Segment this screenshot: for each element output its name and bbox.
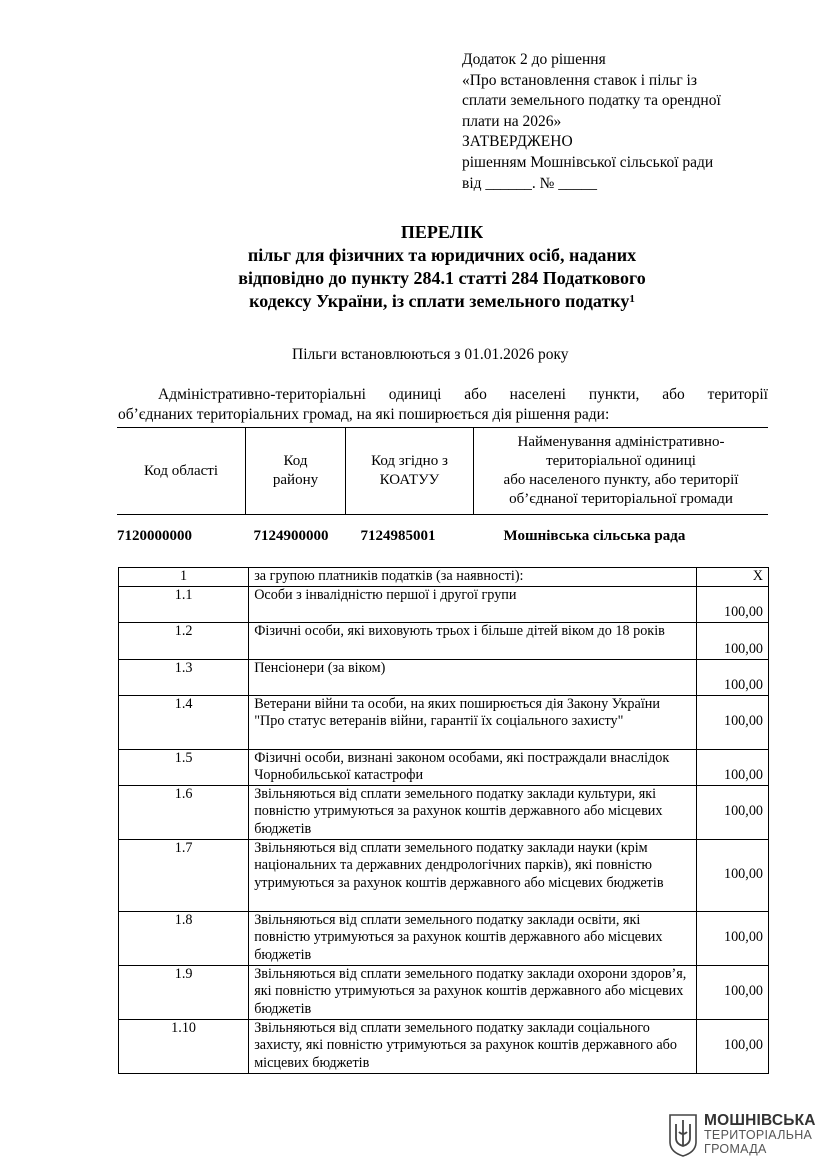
- title-line: відповідно до пункту 284.1 статті 284 Податкового: [238, 268, 646, 288]
- document-title: [0, 221, 826, 313]
- benefit-description: Пенсіонери (за віком): [249, 659, 697, 695]
- table-row: [119, 622, 769, 659]
- benefit-number: 1.8: [119, 911, 249, 965]
- approval-line: рішенням Мошнівської сільської ради: [462, 153, 714, 171]
- benefit-number: 1.2: [119, 622, 249, 659]
- header-text: територіальної одиниці: [546, 453, 696, 469]
- benefit-description: за групою платників податків (за наявності):: [249, 568, 697, 587]
- benefit-description: Звільняються від сплати земельного податку заклади освіти, які повністю утримуються за рахунок коштів державного або місцевих бюджетів: [249, 911, 697, 965]
- benefit-number: 1.3: [119, 659, 249, 695]
- codes-table: [117, 427, 768, 547]
- table-row: [119, 568, 769, 587]
- valid-from-text: Пільги встановлюються з 01.01.2026 року: [292, 346, 569, 363]
- logo-line: ТЕРИТОРІАЛЬНА: [704, 1128, 813, 1142]
- intro-line: Адміністративно-територіальні одиниці або населені пункти, або території: [158, 386, 768, 403]
- table-row: [119, 695, 769, 749]
- header-unit-name: [474, 428, 769, 515]
- benefit-rate: 100,00: [696, 911, 768, 965]
- benefit-number: 1: [119, 568, 249, 587]
- benefit-rate: 100,00: [696, 586, 768, 622]
- benefit-rate: Х: [696, 568, 768, 587]
- benefit-number: 1.10: [119, 1019, 249, 1073]
- table-row: [119, 911, 769, 965]
- logo-text: [704, 1114, 816, 1156]
- benefit-description: Звільняються від сплати земельного податку заклади соціального захисту, які повністю утримуються за рахунок коштів державного або місцевих бюджетів: [249, 1019, 697, 1073]
- benefit-rate: 100,00: [696, 1019, 768, 1073]
- title-line-last: [0, 290, 826, 313]
- approval-line: сплати земельного податку та орендної: [462, 92, 721, 110]
- approval-line: від ______. № _____: [462, 174, 598, 192]
- header-text: Код згідно з: [371, 453, 448, 469]
- logo-line: ГРОМАДА: [704, 1142, 767, 1156]
- table-row: [119, 586, 769, 622]
- benefit-description: Звільняються від сплати земельного податку заклади охорони здоров’я, які повністю утримуються за рахунок коштів державного або місцевих бюджетів: [249, 965, 697, 1019]
- benefit-rate: 100,00: [696, 695, 768, 749]
- benefit-description: Фізичні особи, визнані законом особами, які постраждали внаслідок Чорнобильської катастрофи: [249, 749, 697, 785]
- benefit-rate: 100,00: [696, 965, 768, 1019]
- header-koatuu: [346, 428, 474, 515]
- benefit-rate: 100,00: [696, 659, 768, 695]
- header-text: КОАТУУ: [379, 472, 440, 488]
- header-region-code: Код області: [117, 428, 246, 515]
- header-text: району: [272, 472, 319, 488]
- intro-paragraph: [118, 385, 768, 425]
- approval-line: Додаток 2 до рішення: [462, 51, 606, 68]
- benefit-rate: 100,00: [696, 622, 768, 659]
- intro-line: об’єднаних територіальних громад, на які поширюється дія рішення ради:: [118, 406, 610, 423]
- district-code-value: 7124900000: [253, 527, 329, 544]
- table-row: [119, 1019, 769, 1073]
- approval-line: ЗАТВЕРДЖЕНО: [462, 133, 573, 151]
- title-line: пільг для фізичних та юридичних осіб, наданих: [247, 245, 637, 265]
- table-row: [119, 965, 769, 1019]
- codes-header-row: [117, 428, 768, 515]
- logo-line: МОШНІВСЬКА: [704, 1112, 816, 1129]
- table-row: [119, 749, 769, 785]
- benefits-table: [118, 567, 769, 1074]
- benefit-rate: 100,00: [696, 839, 768, 911]
- header-text: Код: [283, 453, 308, 469]
- title-line: кодексу України, із сплати земельного податку: [249, 291, 630, 311]
- codes-data-row: [117, 515, 768, 548]
- benefit-number: 1.5: [119, 749, 249, 785]
- benefit-number: 1.4: [119, 695, 249, 749]
- approval-line: «Про встановлення ставок і пільг із: [462, 71, 697, 89]
- title-heading: ПЕРЕЛІК: [400, 222, 484, 242]
- header-text: або населеного пункту, або території: [503, 472, 739, 488]
- community-logo: [668, 1112, 816, 1158]
- benefit-description: Звільняються від сплати земельного податку заклади культури, які повністю утримуються за рахунок коштів державного або місцевих бюджетів: [249, 785, 697, 839]
- benefit-description: Звільняються від сплати земельного податку заклади науки (крім національних та державних дендрологічних парків), які повністю утримуються за рахунок коштів державного або місцевих бюджетів: [249, 839, 697, 911]
- approval-block: [462, 50, 762, 194]
- benefit-description: Ветерани війни та особи, на яких поширюється дія Закону України "Про статус ветеранів війни, гарантії їх соціального захисту": [249, 695, 697, 749]
- benefit-description: Фізичні особи, які виховують трьох і більше дітей віком до 18 років: [249, 622, 697, 659]
- region-code-value: 7120000000: [117, 527, 192, 544]
- header-district-code: [246, 428, 346, 515]
- benefit-number: 1.6: [119, 785, 249, 839]
- benefit-number: 1.1: [119, 586, 249, 622]
- koatuu-value: 7124985001: [360, 527, 436, 544]
- header-text: Найменування адміністративно-: [517, 434, 725, 450]
- benefit-number: 1.9: [119, 965, 249, 1019]
- benefit-rate: 100,00: [696, 785, 768, 839]
- unit-name-value: Мошнівська сільська рада: [503, 527, 686, 544]
- table-row: [119, 785, 769, 839]
- benefit-rate: 100,00: [696, 749, 768, 785]
- table-row: [119, 839, 769, 911]
- table-row: [119, 659, 769, 695]
- benefit-number: 1.7: [119, 839, 249, 911]
- header-text: об’єднаної територіальної громади: [509, 491, 733, 507]
- benefit-description: Особи з інвалідністю першої і другої групи: [249, 586, 697, 622]
- footnote-marker: 1: [629, 293, 635, 305]
- trident-icon: [668, 1112, 698, 1158]
- approval-line: плати на 2026»: [462, 112, 562, 130]
